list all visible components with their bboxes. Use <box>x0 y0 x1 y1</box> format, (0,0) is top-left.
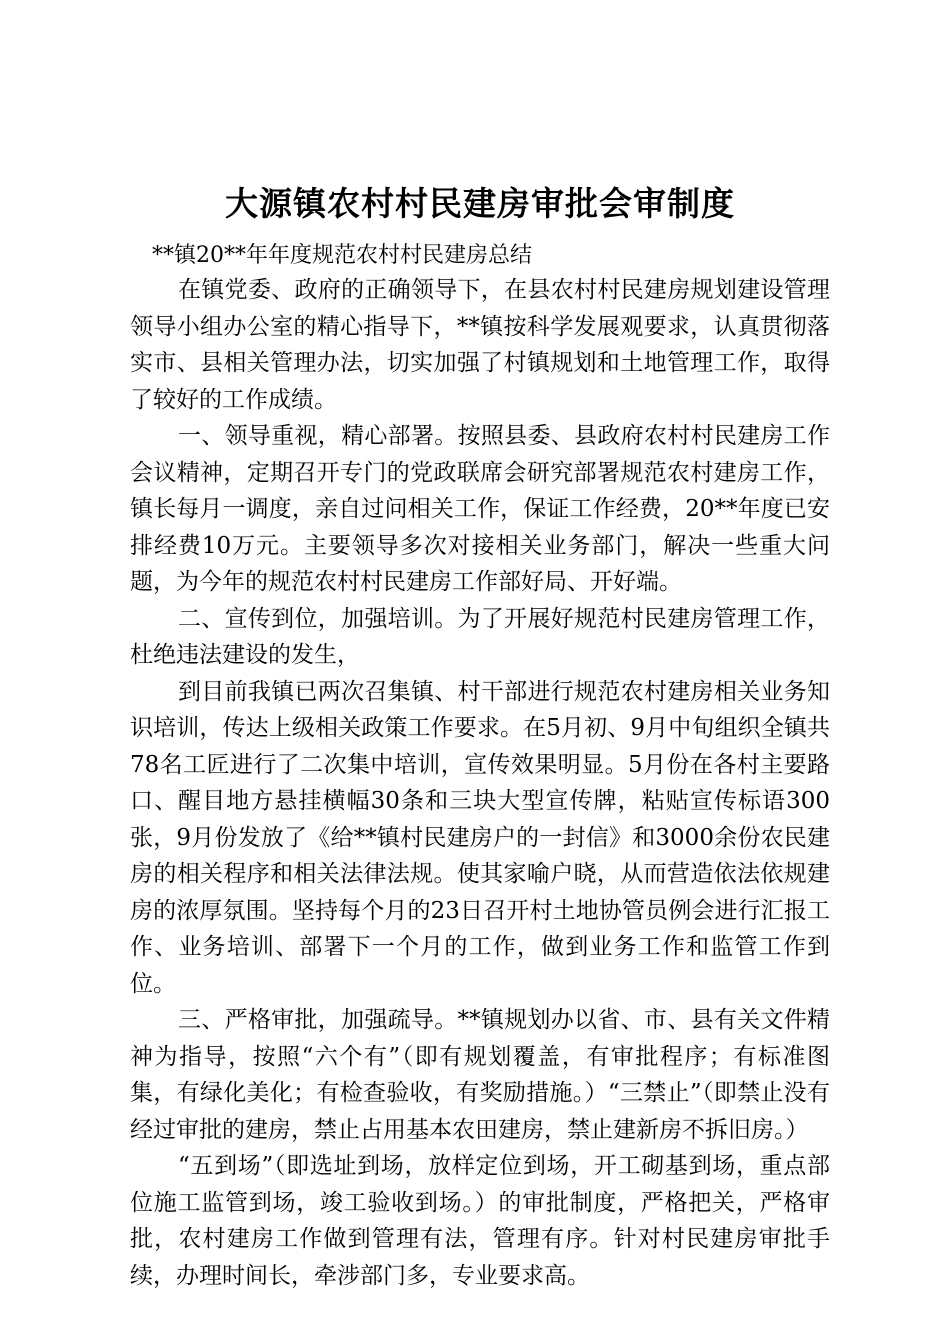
paragraph-leadership: 一、领导重视，精心部署。按照县委、县政府农村村民建房工作会议精神，定期召开专门的党政联席会研究部署规范农村建房工作，镇长每月一调度，亲自过问相关工作，保证工作经费，20**年度已安排经费10万元。主要领导多次对接相关业务部门，解决一些重大问题，为今年的规范农村村民建房工作部好局、开好端。 <box>130 423 830 595</box>
paragraph-five-onsite: “五到场”（即选址到场，放样定位到场，开工砌基到场，重点部位施工监管到场，竣工验收到场。）的审批制度，严格把关，严格审批，农村建房工作做到管理有法，管理有序。针对村民建房审批手续，办理时间长，牵涉部门多，专业要求高。 <box>130 1153 830 1289</box>
document-title: 大源镇农村村民建房审批会审制度 <box>225 184 735 223</box>
paragraph-intro: 在镇党委、政府的正确领导下，在县农村村民建房规划建设管理领导小组办公室的精心指导下，**镇按科学发展观要求，认真贯彻落实市、县相关管理办法，切实加强了村镇规划和土地管理工作，取得了较好的工作成绩。 <box>130 277 830 413</box>
paragraph-training: 到目前我镇已两次召集镇、村干部进行规范农村建房相关业务知识培训，传达上级相关政策工作要求。在5月初、9月中旬组织全镇共78名工匠进行了二次集中培训，宣传效果明显。5月份在各村主要路口、醒目地方悬挂横幅30条和三块大型宣传牌，粘贴宣传标语300张，9月份发放了《给**镇村民建房户的一封信》和3000余份农民建房的相关程序和相关法律法规。使其家喻户晓，从而营造依法依规建房的浓厚氛围。坚持每个月的23日召开村土地协管员例会进行汇报工作、业务培训、部署下一个月的工作，做到业务工作和监管工作到位。 <box>130 678 830 997</box>
paragraph-approval: 三、严格审批，加强疏导。**镇规划办以省、市、县有关文件精神为指导，按照“六个有”（即有规划覆盖，有审批程序；有标准图集，有绿化美化；有检查验收，有奖励措施。）“三禁止”（即禁止没有经过审批的建房，禁止占用基本农田建房，禁止建新房不拆旧房。） <box>130 1007 830 1143</box>
document-subtitle: **镇20**年年度规范农村村民建房总结 <box>152 243 532 268</box>
paragraph-publicity: 二、宣传到位，加强培训。为了开展好规范村民建房管理工作，杜绝违法建设的发生， <box>130 605 830 668</box>
document-page <box>130 180 830 1294</box>
